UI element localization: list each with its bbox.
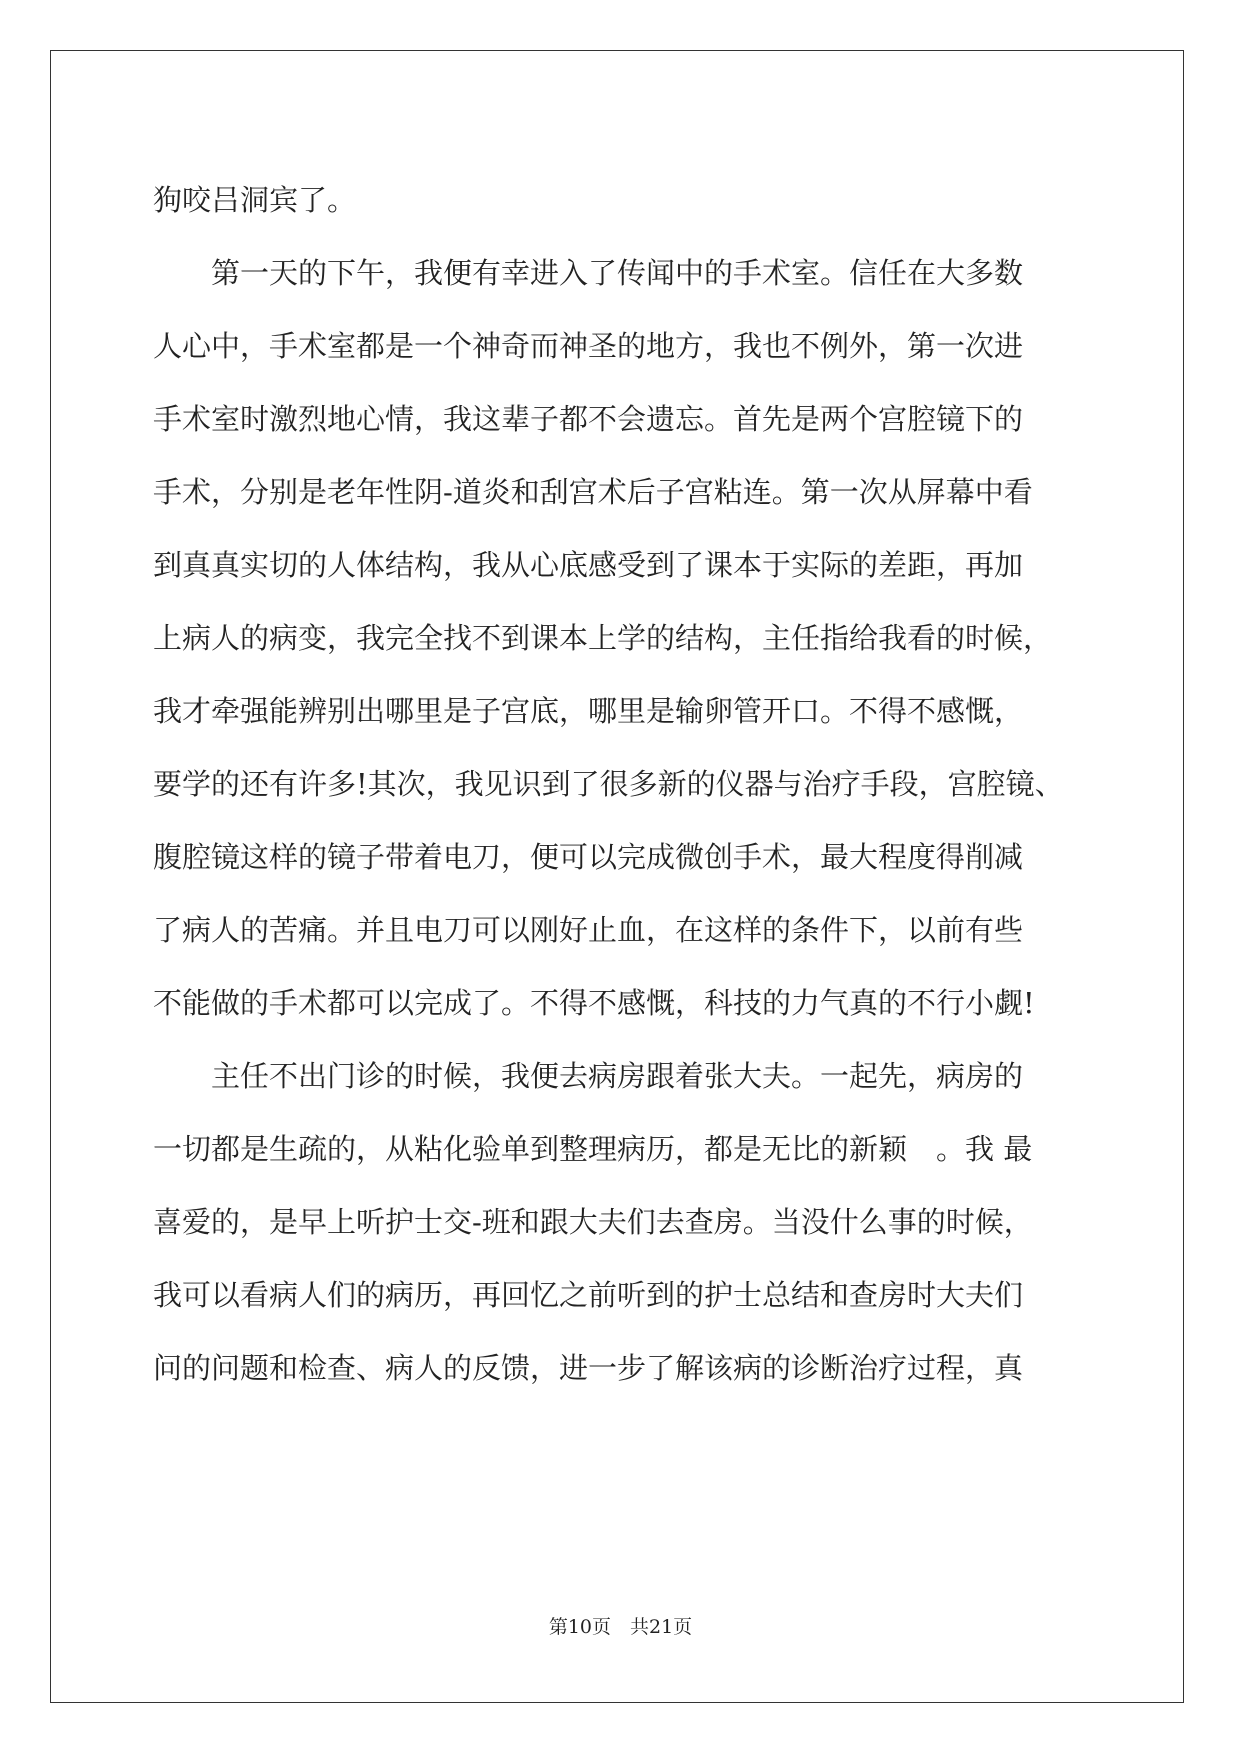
text-line: 手术，分别是老年性阴-道炎和刮宫术后子宫粘连。第一次从屏幕中看 xyxy=(153,475,1033,509)
text-line: 不能做的手术都可以完成了。不得不感慨，科技的力气真的不行小觑! xyxy=(153,986,1035,1020)
text-line: 第一天的下午，我便有幸进入了传闻中的手术室。信任在大多数 xyxy=(153,256,1024,290)
text-line: 问的问题和检查、病人的反馈，进一步了解该病的诊断治疗过程，真 xyxy=(153,1351,1024,1385)
text-line: 我才牵强能辨别出哪里是子宫底，哪里是输卵管开口。不得不感慨， xyxy=(153,694,1024,728)
text-line: 一切都是生疏的，从粘化验单到整理病历，都是无比的新颖 。我 最 xyxy=(153,1132,1033,1166)
text-line: 腹腔镜这样的镜子带着电刀，便可以完成微创手术，最大程度得削减 xyxy=(153,840,1024,874)
text-line: 狗咬吕洞宾了。 xyxy=(153,183,357,217)
text-line: 人心中，手术室都是一个神奇而神圣的地方，我也不例外，第一次进 xyxy=(153,329,1024,363)
text-line: 要学的还有许多!其次，我见识到了很多新的仪器与治疗手段，宫腔镜、 xyxy=(153,767,1064,801)
text-line: 主任不出门诊的时候，我便去病房跟着张大夫。一起先，病房的 xyxy=(153,1059,1024,1093)
text-line: 了病人的苦痛。并且电刀可以刚好止血，在这样的条件下，以前有些 xyxy=(153,913,1024,947)
text-line: 上病人的病变，我完全找不到课本上学的结构，主任指给我看的时候， xyxy=(153,621,1053,655)
text-line: 我可以看病人们的病历，再回忆之前听到的护士总结和查房时大夫们 xyxy=(153,1278,1024,1312)
page-number-footer: 第10页 共21页 xyxy=(548,1616,693,1638)
text-line: 手术室时激烈地心情，我这辈子都不会遗忘。首先是两个宫腔镜下的 xyxy=(153,402,1024,436)
text-line: 喜爱的，是早上听护士交-班和跟大夫们去查房。当没什么事的时候， xyxy=(153,1205,1033,1239)
text-line: 到真真实切的人体结构，我从心底感受到了课本于实际的差距，再加 xyxy=(153,548,1024,582)
